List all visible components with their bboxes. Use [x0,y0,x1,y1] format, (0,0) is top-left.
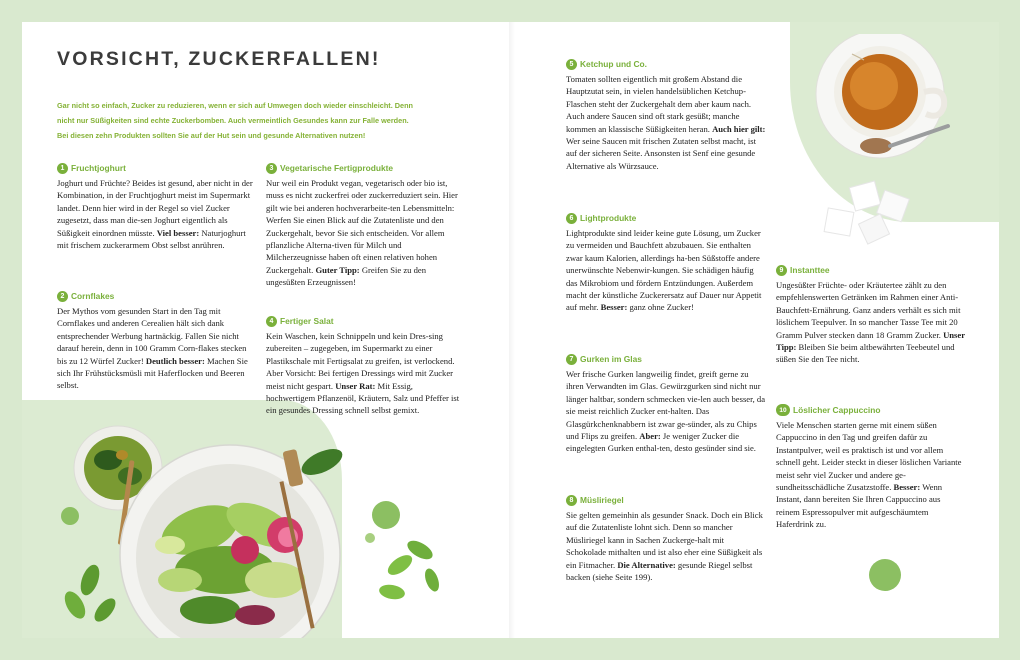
section-number: 6 [566,213,577,224]
section-fruchtjoghurt [57,160,257,251]
section-fertiger-salat [266,313,464,417]
section-body: Nur weil ein Produkt vegan, vegetarisch oder bio ist, muss es nicht zuckerfrei oder zuckerreduziert sein. Hier gilt wie bei anderen hochverarbeite-ten Lebensmitteln: Werfen Sie einen Blick auf die Zutatenliste und den Zuckergehalt, bevor Sie sich entscheiden. Vor allem pflanzliche Alterna-tiven für Milch und Milcherzeugnisse haben oft einen relativen hohen Zuckergehalt. Guter Tipp: Greifen Sie zu den ungesüßten Erzeugnissen! [266,178,458,288]
section-number: 5 [566,59,577,70]
section-body: Ungesüßter Früchte- oder Kräutertee zählt zu den empfehlenswerten Getränken im Rahmen einer Anti-Bauchfett-Ernährung. Ganz anders verhält es sich mit löslichem Teepulver. In so mancher Tasse Tee mit 20 Gramm Pulver stecken dann 18 Gramm Zucker. Unser Tipp: Bleiben Sie beim altbewährten Teebeutel und süßen Sie den Tee nicht. [776,280,965,365]
green-dot-decoration [862,552,908,598]
section-body: Lightprodukte sind leider keine gute Lösung, um Zucker zu vermeiden und Bauchfett abzubauen. Sie enthalten zwar kaum Kalorien, allerdings ha-ben Süßstoffe andere unerwünschte Nebenwir-kungen. Sie schädigen häufig das Mikrobiom und fördern Entzündungen. Außerdem macht der künstliche Zuckerersatz auf Dauer nur Appetit auf mehr. Besser: ganz ohne Zucker! [566,228,762,313]
salad-bowl-image [60,420,460,638]
section-title: Fruchtjoghurt [71,163,126,173]
section-title: Müsliriegel [580,495,624,505]
section-number: 4 [266,316,277,327]
section-title: Lightprodukte [580,213,637,223]
section-number: 3 [266,163,277,174]
section-title: Instanttee [790,265,830,275]
section-number: 1 [57,163,68,174]
section-lightprodukte [566,210,766,314]
sugar-cubes-image [824,181,909,244]
section-number: 9 [776,265,787,276]
section-title: Löslicher Cappuccino [793,405,881,415]
section-vegetarische-fertigprodukte [266,160,464,289]
section-body: Der Mythos vom gesunden Start in den Tag mit Cornflakes und anderen Cerealien hält sich dank entsprechender Werbung hartnäckig. Fallen Sie nicht darauf herein, denn in 100 Gramm Corn-flakes stecken bis zu 12 Würfel Zucker! Deutlich besser: Machen Sie sich Ihr Frühstücksmüsli mit Haferflocken und Beeren selbst. [57,306,248,391]
section-ketchup [566,56,766,172]
section-body: Sie gelten gemeinhin als gesunder Snack. Doch ein Blick auf die Zutatenliste lohnt sich. Denn so mancher Müsliriegel kann in Sachen Zuckerge-halt mit Schokolade mithalten und ist also eher eine Süßigkeit als ein Fitmacher. Die Alternative: gesunde Riegel selbst backen (siehe Seite 199). [566,510,763,583]
section-body: Joghurt und Früchte? Beides ist gesund, aber nicht in der Kombination, in der Fruchtjoghurt meist im Supermarkt landet. Denn hier wird in der Regel so viel Zucker zugesetzt, dass man die-sen Joghurt eigentlich als Süßigkeit einordnen müsste. Viel besser: Naturjoghurt mit frischem zuckerarmem Obst selbst anrühren. [57,178,253,251]
section-number: 10 [776,404,790,416]
tea-cup-image [806,34,956,254]
book-gutter [509,22,515,638]
section-body: Tomaten sollten eigentlich mit großem Abstand die Hauptzutat sein, in vielen handelsüblichen Ketchup-Flaschen steht der Zuckergehalt dem aber kaum nach. Auch andere Saucen sind oft stark gesüßt; manche kommen an klassische Süßigkeiten heran. Auch hier gilt: Wer seine Saucen mit frischen Zutaten selbst macht, ist auf der sicheren Seite. Ansonsten ist Senf eine gesunde Alternative als Würzsauce. [566,74,766,171]
section-number: 7 [566,354,577,365]
page-title: VORSICHT, ZUCKERFALLEN! [57,48,381,70]
section-number: 2 [57,291,68,302]
section-loeslicher-cappuccino [776,402,966,531]
section-title: Ketchup und Co. [580,59,647,69]
section-number: 8 [566,495,577,506]
section-gurken-im-glas [566,351,766,455]
section-title: Fertiger Salat [280,316,334,326]
section-body: Kein Waschen, kein Schnippeln und kein Dres-sing zubereiten – zugegeben, im Supermarkt zu einer Plastikschale mit Fertigsalat zu greifen, ist verlockend. Aber Vorsicht: Bei fertigen Dressings wird mit Zucker meist nicht gespart. Unser Rat: Mit Essig, hochwertigem Pflanzenöl, Kräutern, Salz und Pfeffer ist ein gesundes Dressing schnell selbst gemixt. [266,331,460,416]
section-cornflakes [57,288,257,392]
section-title: Cornflakes [71,291,115,301]
section-body: Wer frische Gurken langweilig findet, greift gerne zu ihren Verwandten im Glas. Gewürzgurken sind nicht nur länger haltbar, sondern schmecken vie-len auch besser, da sie meist reichlich Zucker ent-halten. Das Glasgürkchenknabbern ist zwar ge-sünder, als zu Chips und Flips zu greifen. Aber: Je weniger Zucker die eingelegten Gurken enthal-ten, desto gesünder sind sie. [566,369,766,454]
section-body: Viele Menschen starten gerne mit einem süßen Cappuccino in den Tag und greifen dafür zu Instantpulver, weil es praktisch ist und vor allem schnell geht. Leider steckt in dieser löslichen Variante meist sehr viel Zucker und andere ge-sundheitsschädliche Zusatzstoffe. Besser: Wenn Instant, dann bereiten Sie Ihren Cappuccino aus reinem Espressopulver mit aufgeschäumtem Haferdrink zu. [776,420,962,530]
intro-text: Gar nicht so einfach, Zucker zu reduzieren, wenn er sich auf Umwegen doch wieder einschleicht. Denn nicht nur Süßigkeiten sind echte Zuckerbomben. Auch vermeintlich Gesundes kann zur Falle werden. Bei diesen zehn Produkten sollten Sie auf der Hut sein und gesunde Alternativen nutzen! [57,101,414,140]
section-title: Gurken im Glas [580,354,642,364]
section-instanttee [776,262,966,366]
section-title: Vegetarische Fertigprodukte [280,163,394,173]
section-muesliriegel [566,492,766,583]
